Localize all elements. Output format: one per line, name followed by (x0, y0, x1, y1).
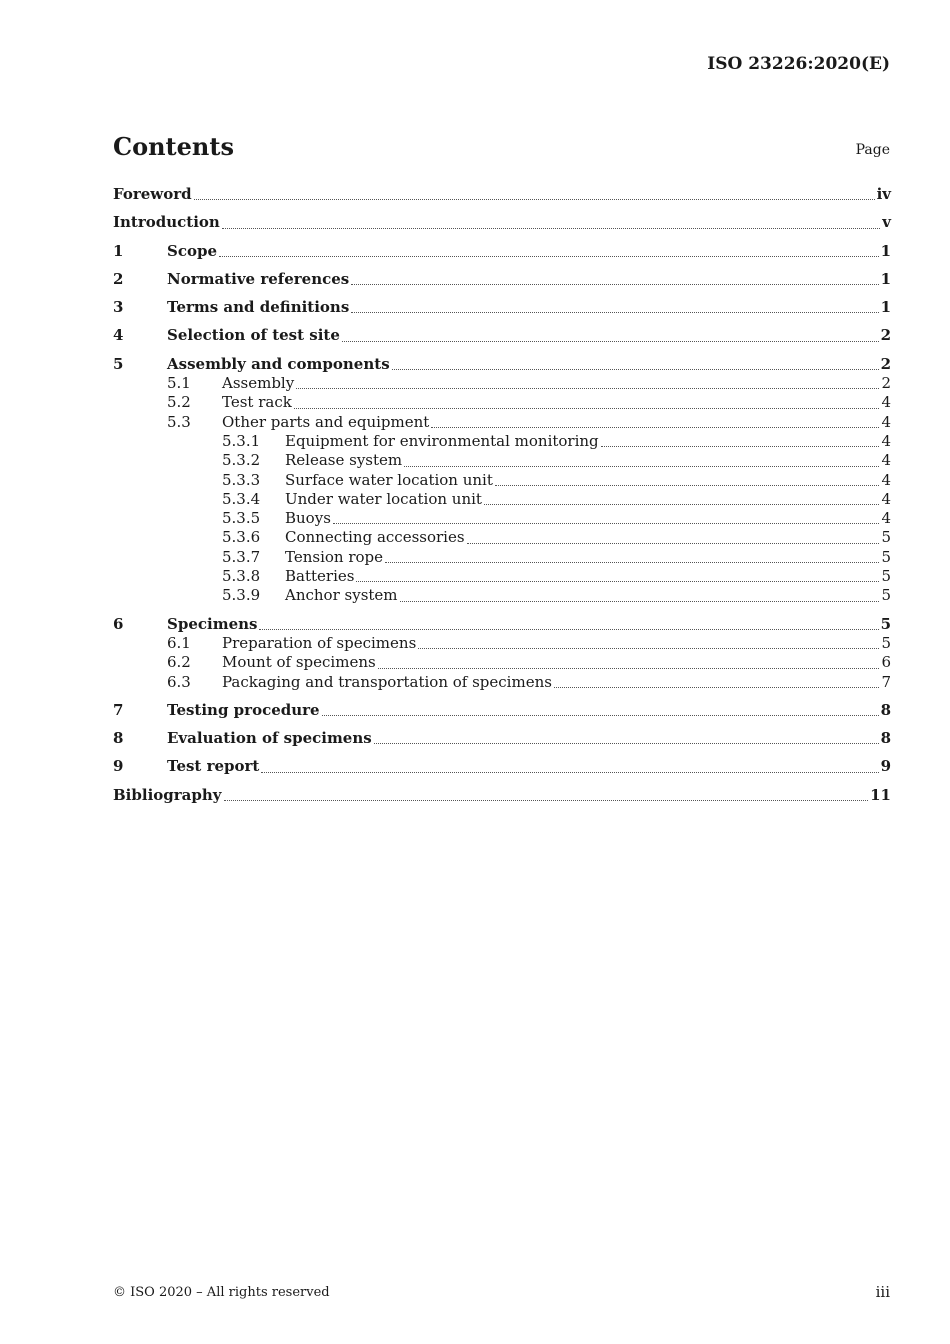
toc-entry-title: Other parts and equipment (222, 412, 430, 431)
toc-entry-number: 5.1 (167, 374, 191, 393)
toc-entry-number: 5.3.7 (222, 547, 261, 566)
page-column-label: Page (855, 142, 890, 158)
toc-entry-page: 5 (881, 633, 891, 652)
toc-entry-number: 7 (113, 700, 124, 719)
toc-dot-leader (259, 629, 878, 630)
toc-dot-leader (554, 687, 880, 688)
toc-entry-number: 8 (113, 729, 124, 748)
toc-entry[interactable] (113, 298, 891, 317)
toc-entry-page: 11 (870, 785, 891, 804)
toc-entry-number: 5.3 (167, 412, 191, 431)
page-number: iii (875, 1283, 890, 1301)
toc-entry-page: 4 (881, 509, 891, 528)
toc-entry-number: 5.3.5 (222, 509, 261, 528)
toc-entry-page: 2 (880, 354, 891, 373)
toc-entry-title: Terms and definitions (167, 298, 350, 317)
toc-dot-leader (400, 601, 880, 602)
toc-entry-page: 1 (880, 269, 891, 288)
toc-entry-title: Tension rope (285, 547, 384, 566)
toc-entry[interactable] (113, 729, 891, 748)
toc-entry[interactable] (113, 355, 891, 374)
toc-entry-page: 5 (881, 586, 891, 605)
toc-entry-page: 4 (881, 431, 891, 450)
toc-entry[interactable] (113, 567, 891, 586)
toc-entry-title: Assembly and components (167, 354, 390, 373)
toc-dot-leader (484, 504, 880, 505)
toc-dot-leader (431, 427, 879, 428)
toc-entry-page: 1 (880, 241, 891, 260)
toc-entry-page: 2 (880, 326, 891, 345)
toc-entry-title: Mount of specimens (222, 653, 376, 672)
toc-entry-title: Bibliography (113, 785, 222, 804)
toc-entry-title: Packaging and transportation of specimens (222, 672, 552, 691)
toc-entry[interactable] (113, 471, 891, 490)
toc-dot-leader (342, 341, 879, 342)
toc-entry[interactable] (113, 490, 891, 509)
toc-dot-leader (296, 388, 879, 389)
toc-entry[interactable] (113, 653, 891, 672)
toc-entry[interactable] (113, 451, 891, 470)
toc-entry-title: Batteries (285, 567, 355, 586)
toc-entry-number: 5 (113, 354, 124, 373)
toc-entry-page: 5 (881, 547, 891, 566)
toc-entry-title: Introduction (113, 213, 220, 232)
toc-entry[interactable] (113, 413, 891, 432)
toc-dot-leader (194, 199, 875, 200)
toc-entry[interactable] (113, 528, 891, 547)
toc-entry-title: Release system (285, 451, 403, 470)
toc-entry-page: 6 (881, 653, 891, 672)
toc-dot-leader (385, 562, 879, 563)
document-id: ISO 23226:2020(E) (707, 54, 890, 74)
toc-entry[interactable] (113, 393, 891, 412)
toc-entry[interactable] (113, 432, 891, 451)
toc-dot-leader (351, 312, 878, 313)
toc-entry[interactable] (113, 757, 891, 776)
toc-entry-title: Specimens (167, 614, 258, 633)
toc-entry-number: 3 (113, 298, 124, 317)
toc-entry-page: 7 (881, 672, 891, 691)
toc-entry[interactable] (113, 701, 891, 720)
toc-entry-page: 4 (881, 393, 891, 412)
toc-entry-page: 1 (880, 298, 891, 317)
toc-entry-page: 9 (880, 757, 891, 776)
toc-entry-number: 5.3.2 (222, 451, 261, 470)
toc-entry[interactable] (113, 374, 891, 393)
toc-entry-page: 2 (881, 374, 891, 393)
toc-dot-leader (392, 369, 879, 370)
toc-entry-title: Testing procedure (167, 700, 320, 719)
toc-dot-leader (219, 256, 879, 257)
toc-entry-title: Test report (167, 757, 260, 776)
toc-entry-title: Preparation of specimens (222, 633, 417, 652)
toc-dot-leader (351, 284, 878, 285)
contents-title: Contents (113, 132, 234, 161)
toc-entry-title: Foreword (113, 185, 192, 203)
toc-entry[interactable] (113, 615, 891, 634)
toc-entry-page: 5 (881, 567, 891, 586)
toc-entry[interactable] (113, 673, 891, 692)
toc-entry-title: Scope (167, 241, 218, 260)
toc-entry[interactable] (113, 270, 891, 289)
toc-entry-number: 5.3.9 (222, 586, 261, 605)
toc-entry-title: Evaluation of specimens (167, 729, 372, 748)
toc-entry-page: iv (876, 185, 891, 203)
toc-entry-title: Under water location unit (285, 489, 482, 508)
toc-dot-leader (333, 523, 880, 524)
toc-entry-number: 5.2 (167, 393, 191, 412)
toc-dot-leader (418, 648, 879, 649)
toc-entry-page: 4 (881, 470, 891, 489)
toc-dot-leader (224, 800, 869, 801)
toc-entry-number: 6 (113, 614, 124, 633)
toc-entry-page: 8 (880, 700, 891, 719)
toc-entry-number: 5.3.6 (222, 528, 261, 547)
toc-entry-title: Buoys (285, 509, 331, 528)
toc-entry-title: Selection of test site (167, 326, 340, 345)
toc-dot-leader (374, 743, 879, 744)
toc-entry-number: 6.2 (167, 653, 191, 672)
toc-entry-page: 5 (880, 614, 891, 633)
toc-entry-number: 6.1 (167, 633, 191, 652)
toc-entry-number: 5.3.4 (222, 489, 261, 508)
toc-entry[interactable] (113, 586, 891, 605)
toc-entry-title: Anchor system (285, 586, 398, 605)
toc-entry-title: Normative references (167, 269, 350, 288)
toc-entry-page: 4 (881, 412, 891, 431)
toc-entry-number: 5.3.3 (222, 470, 261, 489)
toc-dot-leader (222, 228, 880, 229)
toc-entry-number: 1 (113, 241, 124, 260)
toc-entry-page: 4 (881, 489, 891, 508)
toc-dot-leader (261, 772, 878, 773)
copyright-notice: © ISO 2020 – All rights reserved (113, 1285, 330, 1300)
toc-entry-page: v (882, 213, 891, 232)
toc-dot-leader (294, 408, 880, 409)
toc-entry-title: Test rack (222, 393, 292, 412)
toc-entry-title: Connecting accessories (285, 528, 465, 547)
toc-entry-number: 5.3.8 (222, 567, 261, 586)
toc-dot-leader (322, 715, 879, 716)
toc-dot-leader (404, 466, 879, 467)
toc-entry[interactable] (113, 634, 891, 653)
toc-entry[interactable] (113, 326, 891, 345)
toc-entry-number: 5.3.1 (222, 431, 261, 450)
toc-entry[interactable] (113, 213, 891, 232)
toc-entry-title: Equipment for environmental monitoring (285, 431, 599, 450)
toc-entry-title: Assembly (222, 374, 295, 393)
toc-entry-title: Surface water location unit (285, 470, 493, 489)
toc-entry-page: 4 (881, 451, 891, 470)
toc-entry-number: 4 (113, 326, 124, 345)
toc-entry[interactable] (113, 242, 891, 261)
toc-entry-page: 5 (881, 528, 891, 547)
toc-dot-leader (467, 543, 880, 544)
toc-entry-number: 2 (113, 269, 124, 288)
toc-entry[interactable] (113, 185, 891, 204)
toc-entry[interactable] (113, 548, 891, 567)
table-of-contents (113, 185, 891, 805)
toc-dot-leader (495, 485, 880, 486)
toc-dot-leader (601, 446, 880, 447)
toc-entry[interactable] (113, 786, 891, 805)
toc-dot-leader (378, 668, 880, 669)
toc-entry[interactable] (113, 509, 891, 528)
toc-entry-number: 9 (113, 757, 124, 776)
toc-entry-page: 8 (880, 729, 891, 748)
toc-entry-number: 6.3 (167, 672, 191, 691)
toc-dot-leader (356, 581, 879, 582)
